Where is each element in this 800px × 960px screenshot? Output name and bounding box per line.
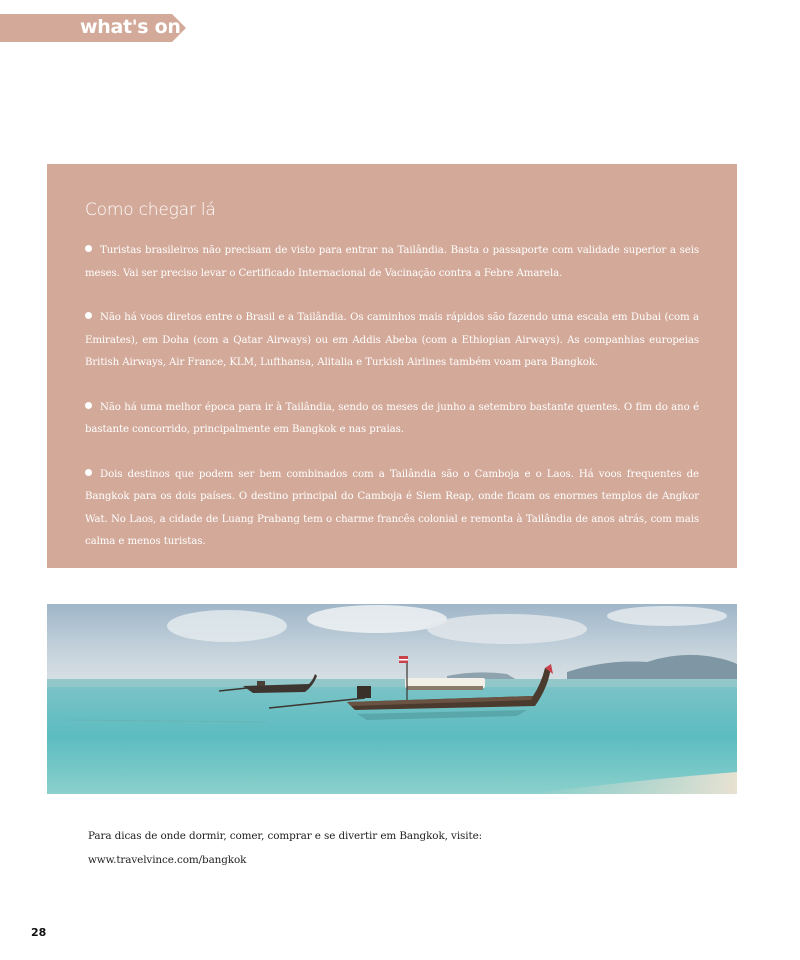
bullet-icon (85, 245, 92, 252)
info-paragraph (85, 240, 699, 285)
section-label: what's on (80, 16, 181, 38)
info-paragraph-text: Não há voos diretos entre o Brasil e a Tailândia. Os caminhos mais rápidos são fazendo uma escala em Dubai (com a Emirates), em Doha (com a Qatar Airways) ou em Addis Abeba (com a Ethiopian Airways). As companhias europeias British Airways, Air France, KLM, Lufthansa, Alitalia e Turkish Airlines também voam para Bangkok. (85, 312, 699, 368)
bullet-icon (85, 312, 92, 319)
website-link[interactable]: www.travelvince.com/bangkok (88, 854, 247, 866)
page-number: 28 (31, 926, 47, 939)
visit-info (88, 824, 482, 872)
bullet-icon (85, 402, 92, 409)
beach-photo-illustration (47, 604, 737, 794)
info-paragraph (85, 307, 699, 375)
info-paragraph-text: Turistas brasileiros não precisam de visto para entrar na Tailândia. Basta o passaporte com validade superior a seis meses. Vai ser preciso levar o Certificado Internacional de Vacinação contra a Febre Amarela. (85, 245, 699, 279)
info-paragraph (85, 464, 699, 554)
info-box (47, 164, 737, 568)
bullet-icon (85, 469, 92, 476)
info-paragraph (85, 397, 699, 442)
info-paragraph-text: Não há uma melhor época para ir à Tailândia, sendo os meses de junho a setembro bastante quentes. O fim do ano é bastante concorrido, principalmente em Bangkok e nas praias. (85, 401, 699, 435)
visit-line: Para dicas de onde dormir, comer, comprar e se divertir em Bangkok, visite: (88, 830, 483, 842)
info-box-title: Como chegar lá (85, 200, 216, 220)
info-paragraph-text: Dois destinos que podem ser bem combinados com a Tailândia são o Camboja e o Laos. Há voos frequentes de Bangkok para os dois países. O destino principal do Camboja é Siem Reap, onde ficam os enormes templos de Angkor Wat. No Laos, a cidade de Luang Prabang tem o charme francês colonial e remonta à Tailândia de anos atrás, com mais calma e menos turistas. (85, 468, 699, 547)
beach-photo (47, 604, 737, 794)
section-tab (0, 14, 186, 42)
